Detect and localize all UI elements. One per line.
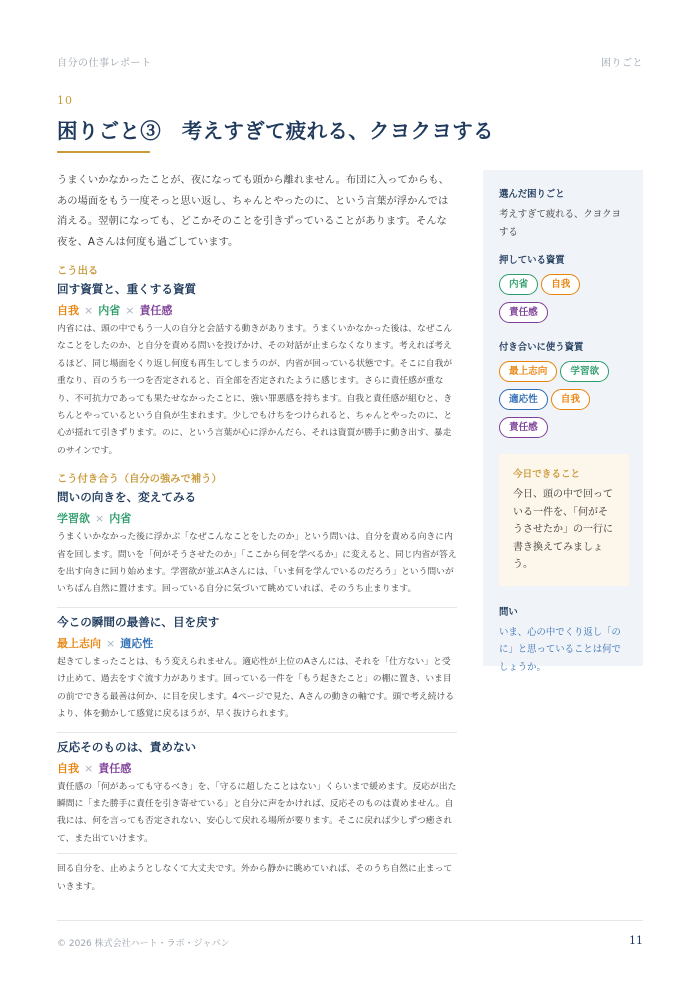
- section-number: 10: [57, 94, 73, 107]
- header-report-name: 自分の仕事レポート: [57, 58, 152, 69]
- talent-chip: 自我: [551, 389, 590, 410]
- divider: [57, 607, 457, 608]
- intro-paragraph: うまくいかなかったことが、夜になっても頭から離れません。布団に入ってからも、あの場面をもう一度そっと思い返し、ちゃんとやったのに、という言葉が浮かんでは消える。翌朝になっても、どこかそのことを引きずっていることがあります。そんな夜を、Aさんは何度も過ごしています。: [57, 174, 449, 248]
- talent-responsibility: 責任感: [98, 761, 132, 775]
- times-icon: ×: [95, 512, 105, 526]
- cope-item-subhead: 今この瞬間の最善に、目を戻す: [57, 614, 220, 629]
- talent-adaptability: 適応性: [120, 636, 154, 650]
- talent-chip: 自我: [541, 274, 580, 295]
- support-talents-chips: [499, 359, 629, 443]
- closing-paragraph: 回る自分を、止めようとしなくて大丈夫です。外から静かに眺めていれば、そのうち自然に止まっていきます。: [57, 853, 457, 896]
- talent-chip: 内省: [499, 274, 538, 295]
- emerges-body: 内省には、頭の中でもう一人の自分と会話する動きがあります。うまくいかなかった後は、なぜこんなことをしたのか、と自分を責める問いを投げかけ、その対話が止まらなくなります。考えれば考えるほど、同じ場面をくり返し何度も再生してしまうのが、内省が回っている状態です。そこに自我が重なり、百のうち一つを否定されると、百全部を否定されたように感じます。さらに責任感が重なり、不可抗力であっても果たせなかったことに、強い罪悪感を持ちます。自我と責任感が組むと、きちんとやっているという自負が生まれます。少しでもけちをつけられると、ちゃんとやったのに、と心が揺れて引きずります。のに、という言葉が心に浮かんだら、それは資質が勝手に動き出す、暴走のサインです。: [57, 324, 453, 456]
- cope-item-body: うまくいかなかった後に浮かぶ「なぜこんなことをしたのか」という問いは、自分を責める向きに内省を回します。問いを「何がそうさせたのか」「ここから何を学べるか」に変えると、同じ内省が答えを出す向きに回り始めます。学習欲が並ぶAさんには、「いま何を学んでいるのだろう」という問いがいちばん自然に置けます。回っている自分に気づいて眺めていれば、そのうち止まります。: [57, 532, 457, 595]
- footer-rule: [57, 920, 643, 921]
- times-icon: ×: [106, 636, 116, 650]
- page-title: 困りごと③ 考えすぎて疲れる、クヨクヨする: [57, 119, 494, 143]
- footer-copyright: © 2026 株式会社ハート・ラボ・ジャパン: [57, 939, 230, 949]
- cope-item-subhead: 反応そのものは、責めない: [57, 739, 197, 754]
- today-action-box: [499, 454, 629, 586]
- talent-introspection: 内省: [109, 512, 132, 526]
- emerges-heading: こう出る: [57, 265, 99, 277]
- question-block: [499, 604, 629, 677]
- talent-learner: 学習欲: [57, 512, 90, 526]
- today-action-text: 今日、頭の中で回っている一件を、「何がそうさせたか」の一行に書き換えてみましょう。: [513, 489, 613, 570]
- main-column: [57, 170, 457, 896]
- talent-responsibility: 責任感: [139, 304, 173, 317]
- talent-chip: 責任感: [499, 302, 548, 323]
- selected-issue-label: 選んだ困りごと: [499, 189, 565, 200]
- cope-item: [57, 739, 457, 849]
- times-icon: ×: [84, 761, 94, 775]
- question-text: いま、心の中でくり返し「のに」と思っていることは何でしょうか。: [499, 626, 621, 673]
- cope-item-subhead: 問いの向きを、変えてみる: [57, 490, 197, 505]
- emerges-subhead: 回す資質と、重くする資質: [57, 282, 197, 296]
- cope-item-combo: [57, 510, 457, 526]
- times-icon: ×: [84, 304, 94, 317]
- emerges-combo: [57, 302, 457, 318]
- title-underline: [57, 151, 150, 153]
- talent-chip: 学習欲: [560, 361, 609, 382]
- times-icon: ×: [125, 304, 135, 317]
- cope-item-combo: [57, 760, 457, 776]
- support-talents-block: [499, 339, 629, 443]
- pushing-talents-chips: [499, 272, 629, 328]
- page-number: 11: [629, 934, 643, 947]
- header-section-name: 困りごと: [601, 58, 643, 69]
- cope-heading: こう付き合う（自分の強みで補う）: [57, 473, 222, 486]
- talent-ego: 自我: [57, 304, 79, 317]
- selected-issue-value: 考えすぎて疲れる、クヨクヨする: [499, 209, 621, 238]
- talent-chip: 最上志向: [499, 361, 557, 382]
- pushing-talents-block: [499, 252, 629, 328]
- cope-item-combo: [57, 635, 457, 651]
- talent-chip: 適応性: [499, 389, 548, 410]
- talent-introspection: 内省: [98, 304, 121, 317]
- sidebar-panel: [483, 170, 643, 673]
- pushing-talents-label: 押している資質: [499, 255, 565, 266]
- cope-item-body: 責任感の「何があっても守るべき」を、「守るに超したことはない」くらいまで緩めます。反応が出た瞬間に「また勝手に責任を引き寄せている」と自分に声をかければ、反応そのものは責めません。自我には、何を言っても否定されない、安心して戻れる場所が要ります。そこに戻れば少しずつ癒されて、また出ていけます。: [57, 781, 457, 844]
- question-label: 問い: [499, 606, 518, 618]
- today-action-label: 今日できること: [513, 469, 581, 480]
- selected-issue-block: [499, 186, 629, 241]
- divider: [57, 732, 457, 733]
- talent-maximizer: 最上志向: [57, 636, 101, 650]
- cope-item-body: 起きてしまったことは、もう変えられません。適応性が上位のAさんには、それを「仕方ない」と受け止めて、過去をすぐ流す力があります。回っている一件を「もう起きたこと」の棚に置き、いま目の前でできる最善は何か、に目を戻します。4ページで見た、Aさんの動きの軸です。頭で考え続けるより、体を動かして感覚に戻るほうが、早く抜けられます。: [57, 656, 455, 720]
- support-talents-label: 付き合いに使う資質: [499, 342, 584, 353]
- talent-chip: 責任感: [499, 417, 548, 438]
- cope-item: [57, 614, 457, 724]
- cope-item: [57, 489, 457, 599]
- talent-ego: 自我: [57, 761, 79, 775]
